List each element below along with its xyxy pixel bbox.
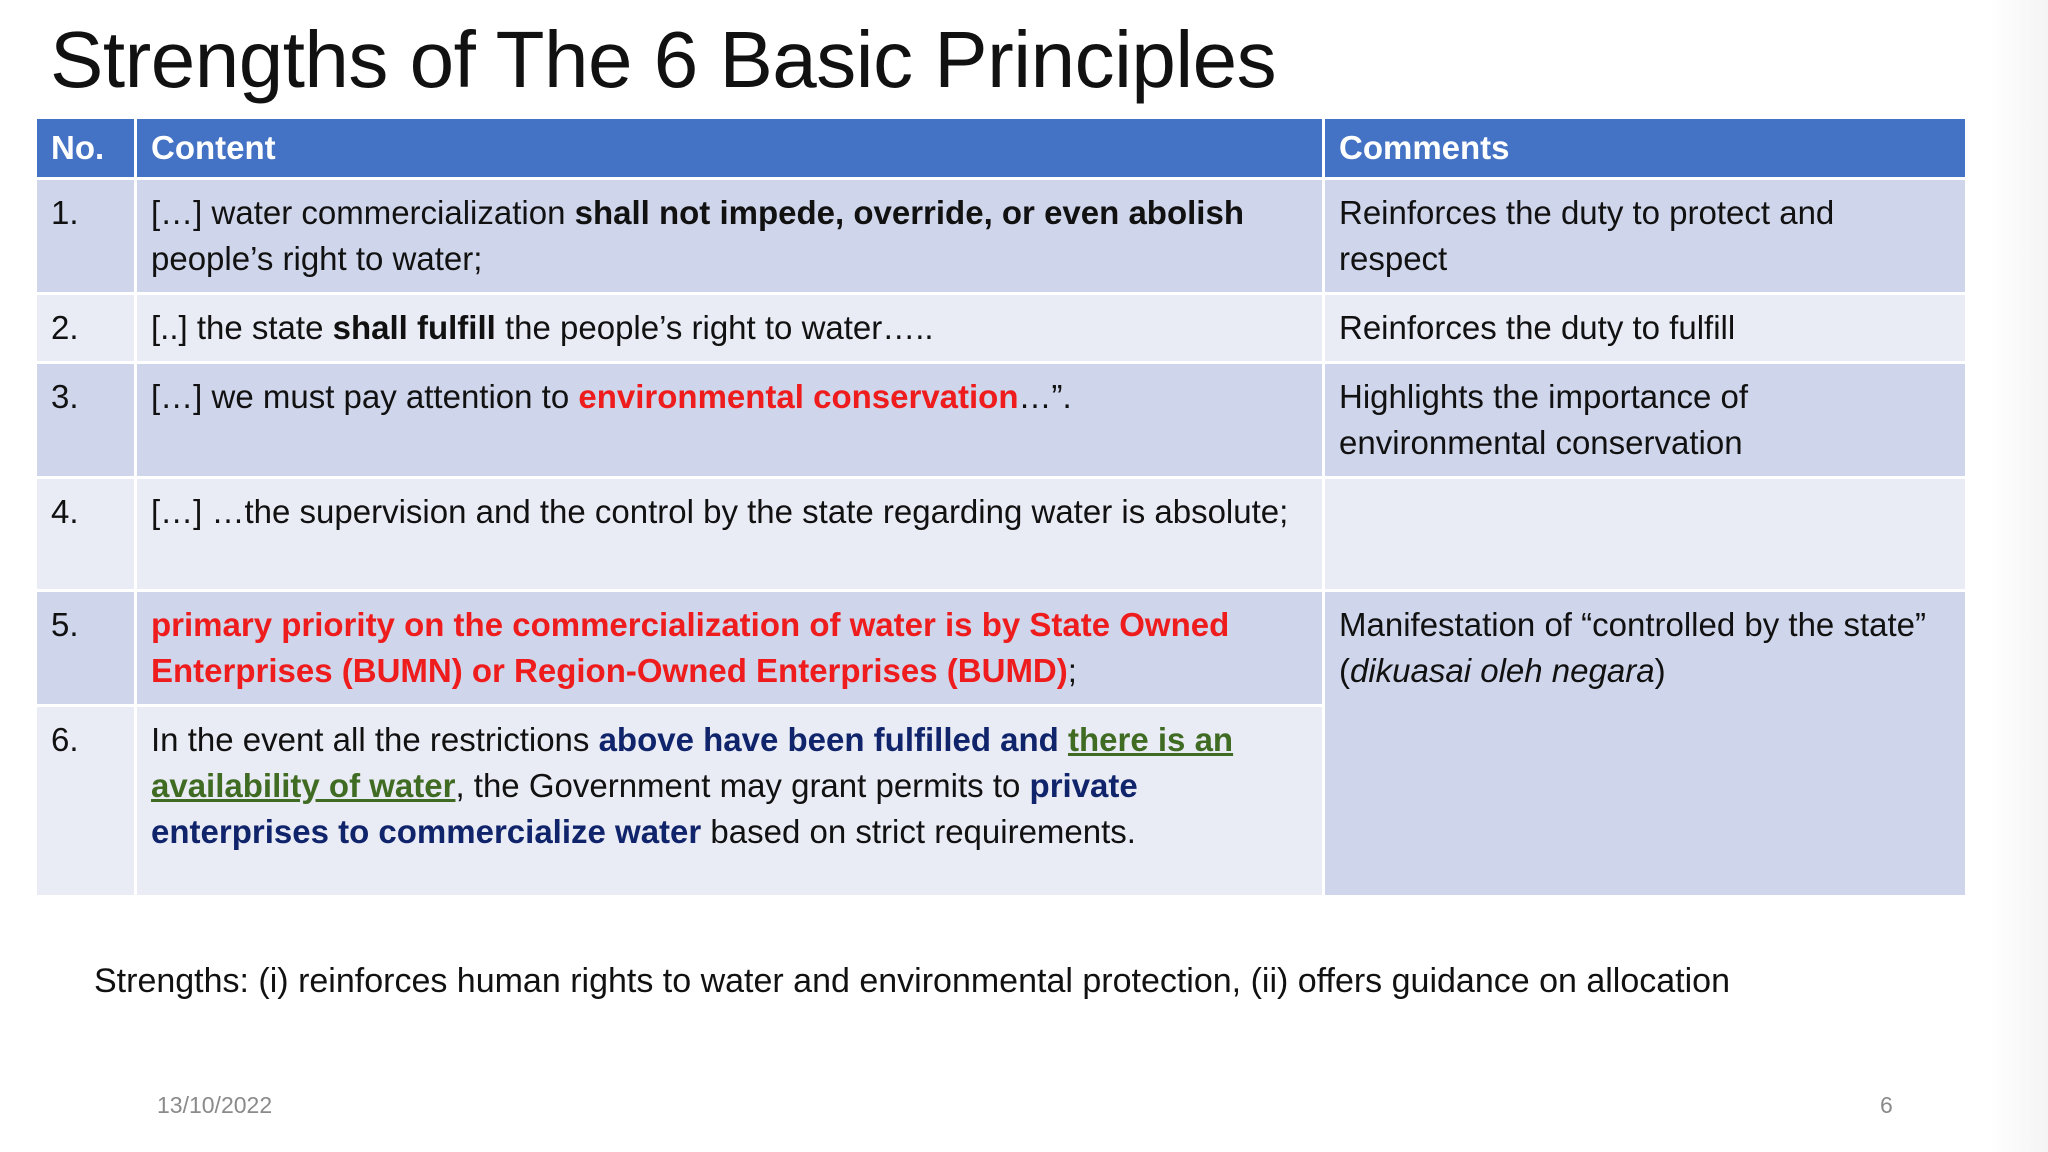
row-content [136,591,1324,706]
text-run-normal: Manifestation of “controlled by the state” ( [1339,606,1926,689]
principles-table [34,116,1968,898]
text-run-normal: […] …the supervision and the control by the state regarding water is absolute; [151,493,1289,530]
text-run-navy: above have been fulfilled and [598,721,1059,758]
text-run-normal: […] we must pay attention to [151,378,579,415]
row-comment: Reinforces the duty to fulfill [1324,294,1967,363]
row-number: 1. [36,179,136,294]
text-run-normal: […] water commercialization [151,194,575,231]
row-content [136,294,1324,363]
footer-date: 13/10/2022 [157,1092,273,1118]
table-row [36,363,1967,478]
row-number: 2. [36,294,136,363]
text-run-navy: private enterprises to commercialize water [151,767,1138,850]
table-row [36,179,1967,294]
text-run-bold: shall fulfill [332,309,496,346]
text-run-red: primary priority on the commercialization of water is by State Owned Enterprises (BUMN) or Region-Owned Enterprises (BUMD) [151,606,1230,689]
header-content: Content [136,118,1324,179]
text-run-red: environmental conservation [578,378,1019,415]
row-content [136,179,1324,294]
text-run-normal: …”. [1018,378,1072,415]
slide-title: Strengths of The 6 Basic Principles [50,15,1277,104]
row-number: 3. [36,363,136,478]
text-run-normal: In the event all the restrictions [151,721,599,758]
text-run-normal: , the Government may grant permits to [455,767,1030,804]
text-run-normal: people’s right to water; [151,240,483,277]
table-row [36,478,1967,591]
row-content [136,706,1324,897]
table-row [36,591,1967,706]
header-comments: Comments [1324,118,1967,179]
footer-page-number: 6 [1880,1092,1893,1118]
row-comment-merged [1324,591,1967,897]
text-run-normal: [..] the state [151,309,333,346]
text-run-normal: ) [1654,652,1666,689]
text-run-normal [1059,721,1068,758]
strengths-summary: Strengths: (i) reinforces human rights to water and environmental protection, (ii) offers guidance on allocation [94,962,1731,1000]
table-header-row [36,118,1967,179]
row-comment [1324,478,1967,591]
row-number: 6. [36,706,136,897]
text-run-italic: dikuasai oleh negara [1350,652,1655,689]
row-number: 4. [36,478,136,591]
table-row [36,294,1967,363]
slide-edge-shade [1990,0,2048,1152]
text-run-bold: shall not impede, override, or even abolish [574,194,1244,231]
row-number: 5. [36,591,136,706]
row-content [136,478,1324,591]
text-run-normal: ; [1067,652,1077,689]
row-content [136,363,1324,478]
text-run-normal: based on strict requirements. [701,813,1136,850]
text-run-normal: the people’s right to water….. [495,309,934,346]
header-no: No. [36,118,136,179]
row-comment: Highlights the importance of environmental conservation [1324,363,1967,478]
text-run-green-underline: there is an availability of water [151,721,1234,804]
row-comment: Reinforces the duty to protect and respect [1324,179,1967,294]
